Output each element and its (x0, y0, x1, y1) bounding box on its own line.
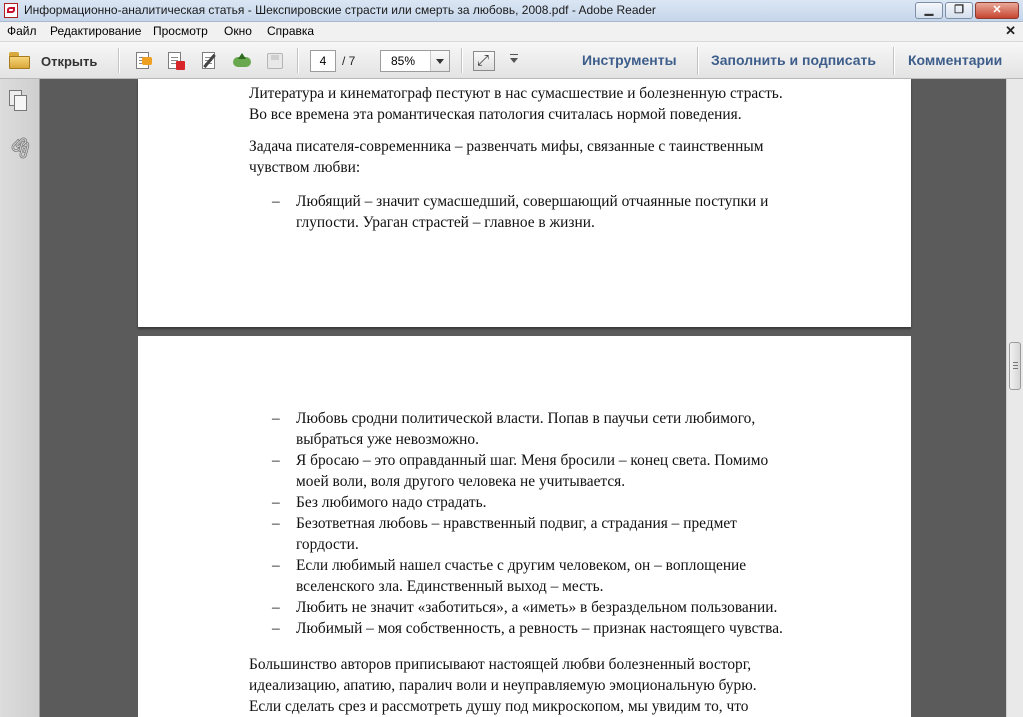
bullet-list (272, 191, 892, 233)
toolbar-divider (297, 48, 299, 73)
chevron-down-icon[interactable] (430, 51, 449, 71)
toolbar-divider (118, 48, 120, 73)
menu-edit[interactable]: Редактирование (50, 24, 142, 38)
close-button[interactable] (975, 2, 1019, 19)
toolbar-divider (697, 47, 699, 75)
menu-view[interactable]: Просмотр (153, 24, 208, 38)
menu-help[interactable]: Справка (267, 24, 315, 38)
tools-pane-link[interactable]: Инструменты (582, 52, 677, 68)
toolbar-divider (893, 47, 895, 75)
page-total: / 7 (342, 54, 356, 68)
close-icon: ✕ (992, 4, 1002, 16)
adobe-reader-icon (4, 3, 18, 18)
vertical-scrollbar[interactable] (1006, 79, 1023, 717)
menu-window[interactable]: Окно (224, 24, 252, 38)
create-pdf-button[interactable] (133, 51, 153, 71)
paragraph: Большинство авторов приписывают настоящей любви болезненный восторг, идеализацию, апатию, паралич воли и неуправляемую эмоциональную бурю. Если сделать срез и рассмотреть душу под микроскопом, мы увидим то, что (249, 656, 757, 715)
upload-arrow-icon (238, 53, 246, 59)
customize-toolbar-icon[interactable] (510, 58, 518, 63)
comments-pane-link[interactable]: Комментарии (908, 52, 1003, 68)
list-item: – Любящий – значит сумасшедший, совершающий отчаянные поступки и глупости. Ураган страстей – главное в жизни. (272, 193, 769, 231)
paragraph: Задача писателя-современника – развенчать мифы, связанные с таинственным чувством любви: (249, 138, 764, 176)
window-title: Информационно-аналитическая статья - Шекспировские страсти или смерть за любовь, 2008.pdf - Adobe Reader (24, 3, 656, 17)
list-item: – Любимый – моя собственность, а ревность – признак настоящего чувства. (272, 620, 783, 637)
zoom-select[interactable] (380, 50, 450, 72)
list-item: – Если любимый нашел счастье с другим человеком, он – воплощение вселенского зла. Единственный выход – месть. (272, 557, 747, 595)
navigation-panel (0, 79, 40, 717)
list-item: – Любовь сродни политической власти. Попав в паучьи сети любимого, выбраться уже невозможно. (272, 410, 756, 448)
title-bar (0, 0, 1023, 22)
list-item: – Безответная любовь – нравственный подвиг, а страдания – предмет гордости. (272, 515, 737, 553)
restore-icon: ❐ (954, 4, 964, 16)
page-thumbnails-icon[interactable] (9, 90, 29, 112)
open-label: Открыть (41, 53, 98, 69)
document-page (138, 79, 911, 327)
save-button[interactable] (265, 51, 285, 71)
open-button[interactable] (8, 49, 97, 73)
close-document-icon[interactable]: ✕ (1005, 23, 1016, 38)
upload-button[interactable] (232, 51, 252, 71)
scrollbar-thumb[interactable] (1009, 342, 1021, 390)
sign-button[interactable] (199, 51, 219, 71)
list-item: – Я бросаю – это оправданный шаг. Меня бросили – конец света. Помимо моей воли, воля другого человека не учитывается. (272, 452, 769, 490)
menu-file[interactable]: Файл (7, 24, 37, 38)
toolbar (0, 42, 1023, 79)
minimize-icon: ▁ (924, 4, 934, 16)
pdf-badge-icon (176, 61, 185, 70)
document-page (138, 336, 911, 717)
fill-sign-pane-link[interactable]: Заполнить и подписать (711, 52, 876, 68)
page-number-input[interactable]: 4 (310, 50, 336, 72)
folder-icon (8, 52, 32, 70)
paragraph: Литература и кинематограф пестуют в нас сумасшествие и болезненную страсть. Во все времена эта романтическая патология считалась нормой поведения. (249, 85, 783, 123)
list-item: – Без любимого надо страдать. (272, 494, 487, 511)
gear-icon (142, 57, 152, 65)
fit-page-icon[interactable] (473, 51, 495, 71)
list-item: – Любить не значит «заботиться», а «иметь» в безраздельном пользовании. (272, 599, 778, 616)
toolbar-divider (461, 48, 463, 73)
maximize-button[interactable] (945, 2, 973, 19)
zoom-value: 85% (391, 54, 416, 68)
attachments-icon[interactable]: 🖇 (5, 131, 38, 163)
combine-files-button[interactable] (165, 51, 185, 71)
menu-bar (0, 22, 1023, 42)
save-disk-icon (267, 53, 283, 69)
minimize-button[interactable] (915, 2, 943, 19)
window-controls (915, 2, 1019, 19)
bullet-list (272, 408, 892, 639)
